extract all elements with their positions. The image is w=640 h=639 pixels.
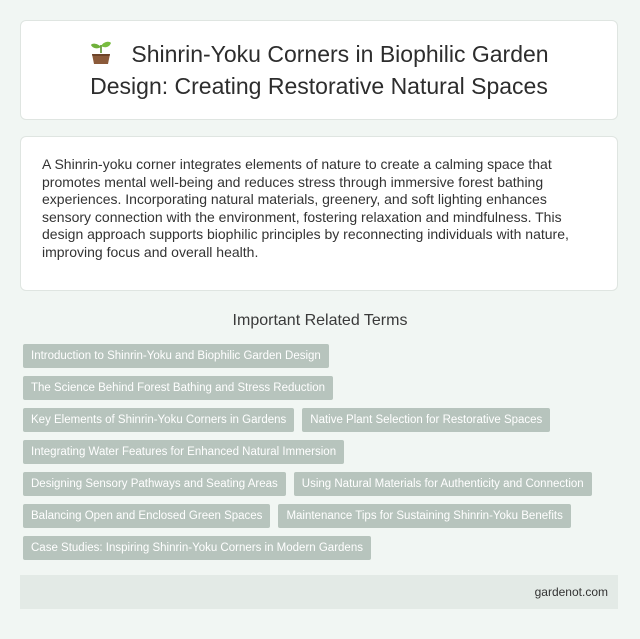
term-row — [23, 536, 623, 560]
description-text: A Shinrin-yoku corner integrates elements of nature to create a calming space that promotes mental well-being and reduces stress through immersive forest bathing experiences. Incorporating natural materials, greenery, and soft lighting enhances sensory connection with the environment, fostering relaxation and mindfulness. This design approach supports biophilic principles by reconnecting individuals with nature, improving focus and overall health. — [42, 156, 569, 260]
term-row — [23, 344, 623, 368]
footer-site-link[interactable]: gardenot.com — [534, 585, 608, 599]
term-tag[interactable]: Integrating Water Features for Enhanced Natural Immersion — [23, 440, 344, 464]
related-terms-heading: Important Related Terms — [232, 312, 408, 329]
page-title-text: Shinrin-Yoku Corners in Biophilic Garden Design: Creating Restorative Natural Spaces — [90, 41, 549, 99]
sprout-icon — [89, 39, 113, 65]
term-row — [23, 504, 623, 528]
related-terms-list — [23, 344, 623, 568]
term-tag[interactable]: Case Studies: Inspiring Shinrin-Yoku Corners in Modern Gardens — [23, 536, 371, 560]
term-row — [23, 376, 623, 400]
term-row — [23, 440, 623, 464]
term-row — [23, 472, 623, 496]
term-tag[interactable]: Key Elements of Shinrin-Yoku Corners in Gardens — [23, 408, 294, 432]
term-row — [23, 408, 623, 432]
term-tag[interactable]: Native Plant Selection for Restorative Spaces — [302, 408, 550, 432]
page-title — [51, 38, 587, 102]
term-tag[interactable]: Using Natural Materials for Authenticity and Connection — [294, 472, 592, 496]
footer — [20, 575, 618, 609]
term-tag[interactable]: Introduction to Shinrin-Yoku and Biophilic Garden Design — [23, 344, 329, 368]
term-tag[interactable]: Maintenance Tips for Sustaining Shinrin-Yoku Benefits — [278, 504, 570, 528]
term-tag[interactable]: Balancing Open and Enclosed Green Spaces — [23, 504, 270, 528]
title-card — [20, 20, 618, 120]
term-tag[interactable]: Designing Sensory Pathways and Seating Areas — [23, 472, 286, 496]
description-card — [20, 136, 618, 291]
term-tag[interactable]: The Science Behind Forest Bathing and Stress Reduction — [23, 376, 333, 400]
